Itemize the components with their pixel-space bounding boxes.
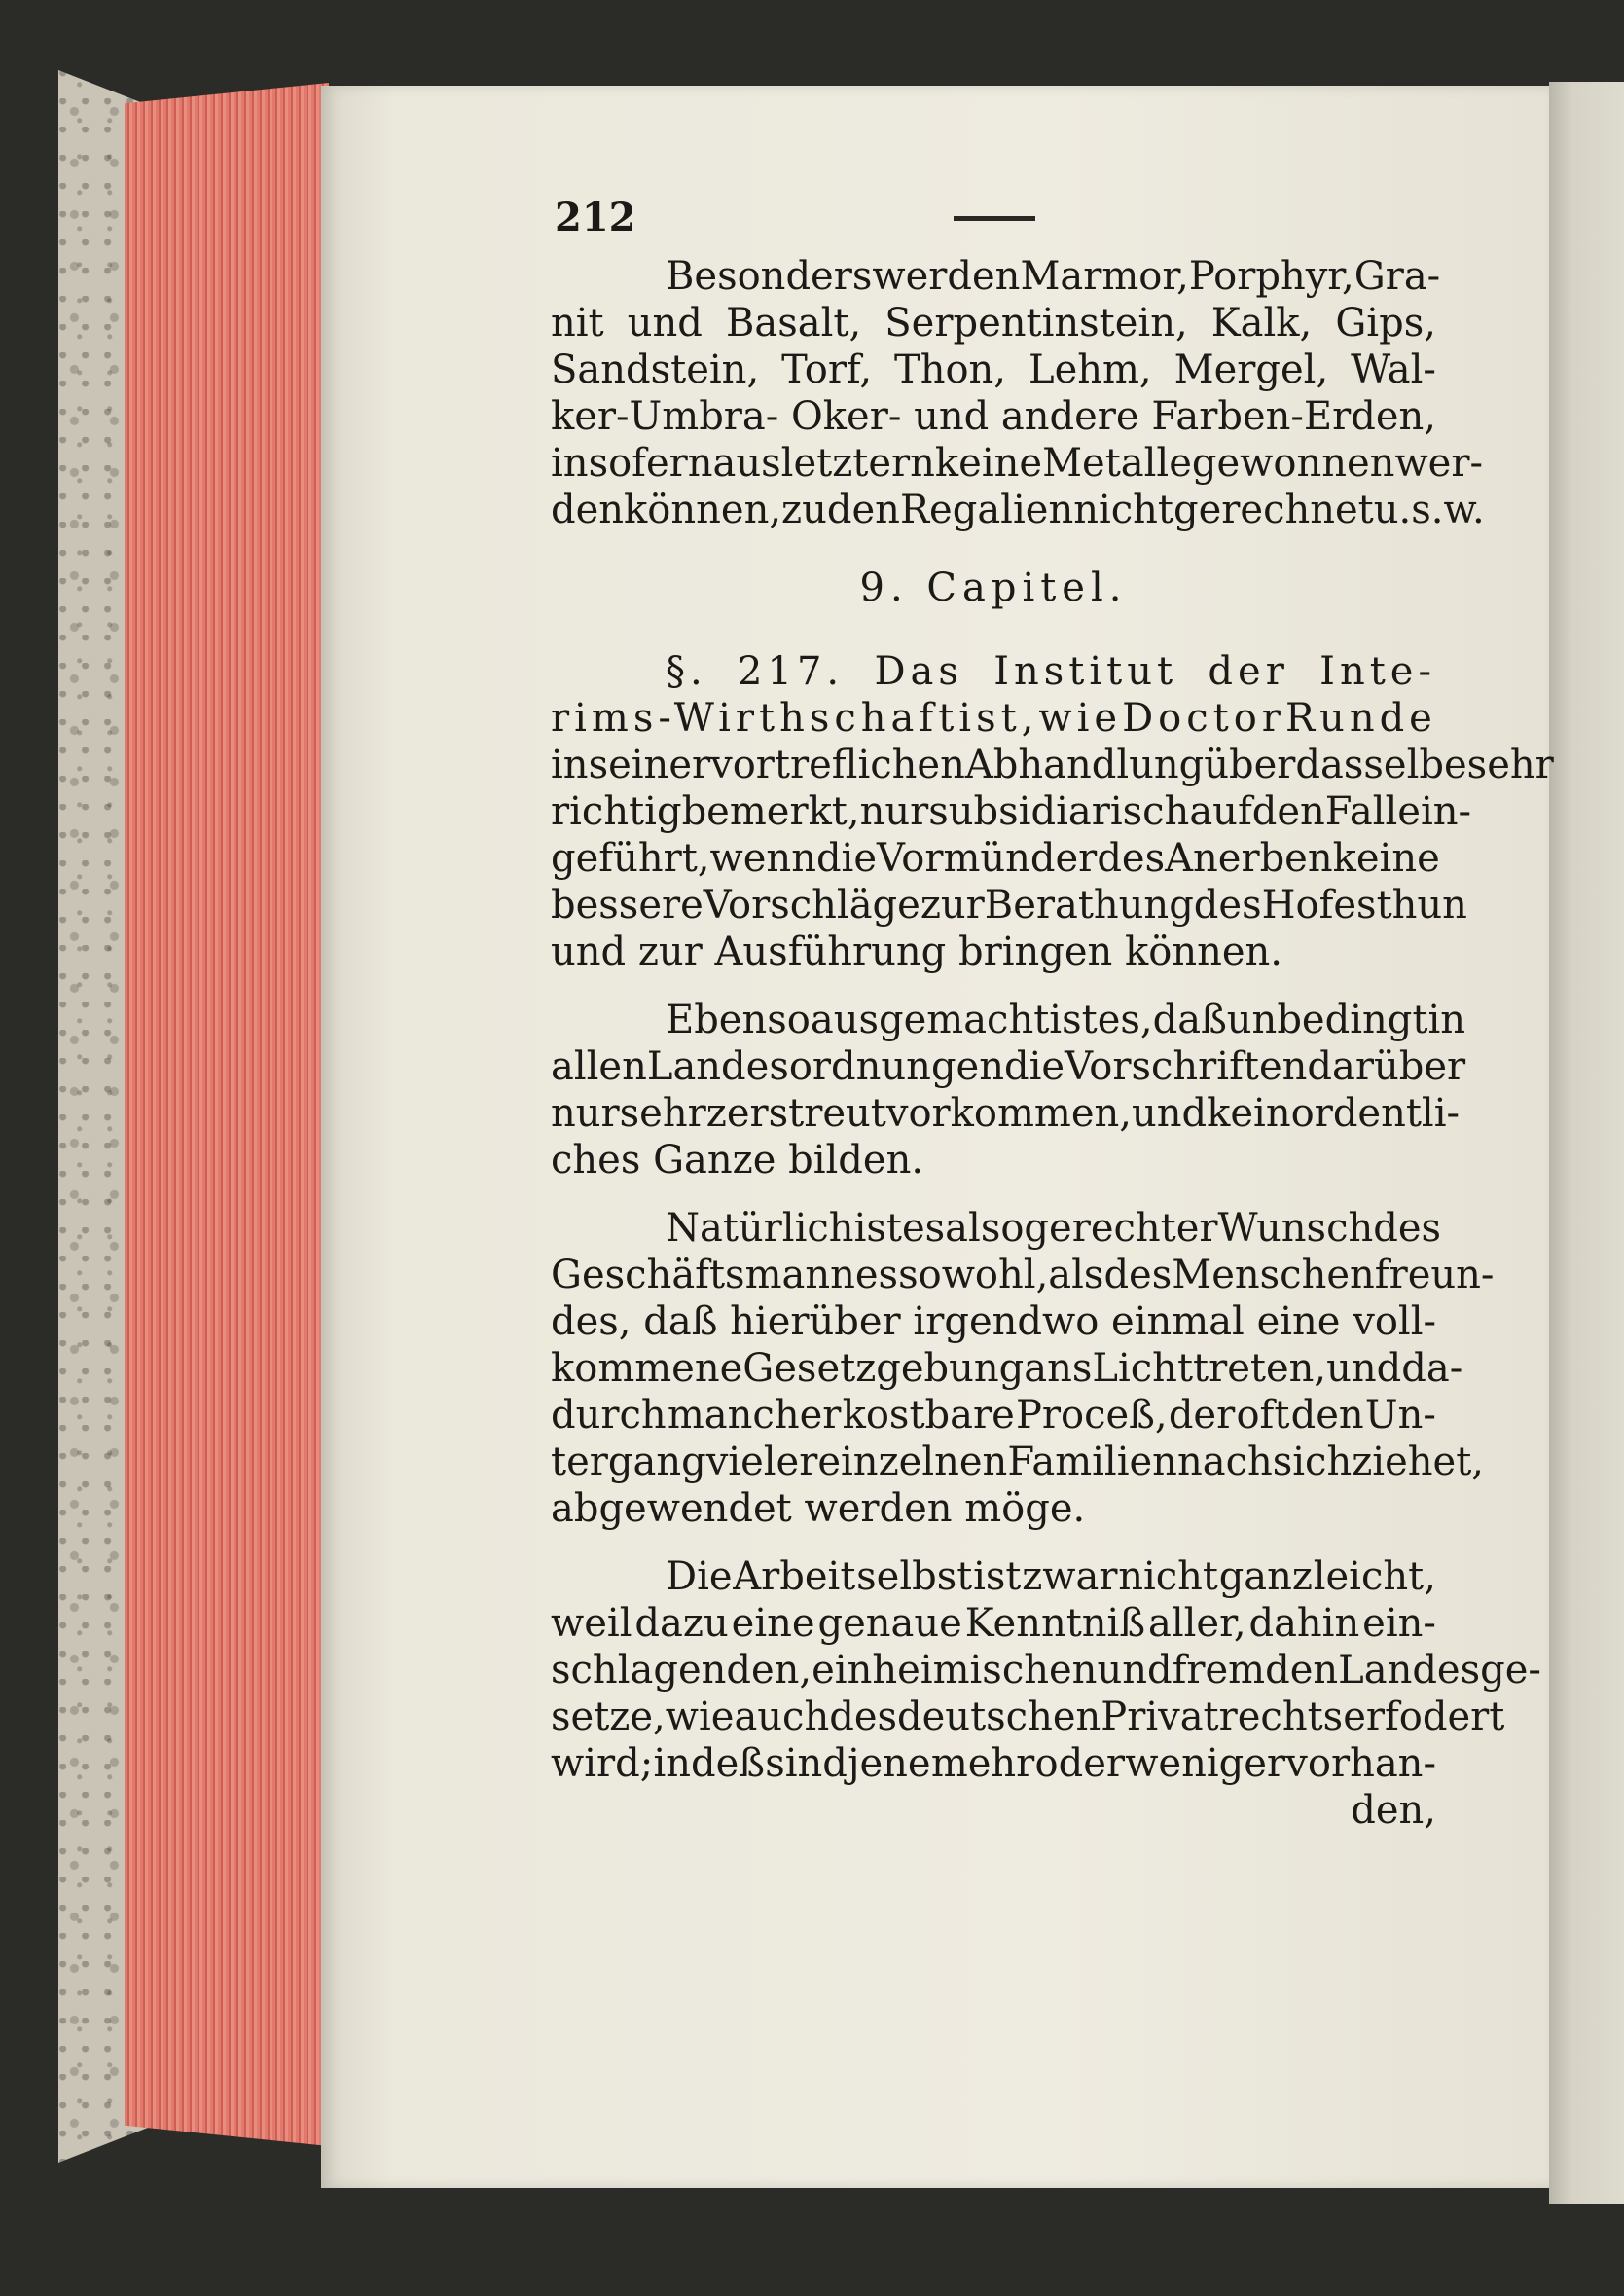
- word: Sandstein,: [551, 347, 760, 392]
- word: sofern: [588, 441, 713, 486]
- word: nit: [551, 301, 604, 346]
- word: voll-: [1353, 1299, 1436, 1344]
- word: nach: [1176, 1440, 1273, 1484]
- paragraph-3: [551, 997, 1466, 1184]
- word: vorkommen,: [885, 1091, 1132, 1136]
- word: Inte-: [1319, 649, 1436, 694]
- word: Oker-: [791, 394, 902, 439]
- word: irgendwo: [913, 1299, 1100, 1344]
- catchword: den,: [1351, 1788, 1436, 1833]
- word: darüber: [1307, 1044, 1466, 1089]
- word: Anerben: [1165, 836, 1333, 881]
- word: da-: [1401, 1346, 1463, 1391]
- word: kommene: [551, 1346, 743, 1391]
- word: Licht: [1092, 1346, 1194, 1391]
- facing-page-edge: [1549, 82, 1624, 2204]
- word: daß: [643, 1299, 718, 1344]
- word: sich: [1272, 1440, 1353, 1484]
- word: Regalien: [899, 488, 1074, 532]
- word: mehr: [930, 1741, 1035, 1786]
- text-line: [551, 997, 1465, 1043]
- word: gerechter: [1024, 1206, 1218, 1251]
- word: Proceß,: [1015, 1393, 1168, 1438]
- word: indeß: [653, 1741, 765, 1786]
- word: Familien: [1007, 1440, 1177, 1484]
- word: selbst: [856, 1554, 973, 1599]
- word: Abhandlung: [964, 743, 1205, 787]
- word: aller,: [1148, 1601, 1246, 1646]
- word: Fall: [1324, 789, 1398, 834]
- word: andere: [1000, 394, 1139, 439]
- word: Torf,: [781, 347, 873, 392]
- word: Landesge-: [1338, 1648, 1541, 1693]
- chapter-heading: 9. Capitel.: [859, 565, 1128, 610]
- word: jene: [848, 1741, 931, 1786]
- word: und: [627, 301, 703, 346]
- word: oft: [1236, 1393, 1290, 1438]
- word: und: [1097, 1648, 1173, 1693]
- word: Gra-: [1353, 254, 1441, 299]
- word: zu: [781, 488, 827, 532]
- word: nur: [859, 789, 929, 834]
- word: es,: [1097, 998, 1153, 1042]
- word: können,: [624, 488, 782, 532]
- text-line: [551, 1485, 1436, 1532]
- word: des: [1097, 836, 1166, 881]
- word: daß: [1152, 998, 1227, 1042]
- word: vieler: [705, 1440, 818, 1484]
- text-line: [551, 253, 1441, 300]
- text-line: [551, 882, 1467, 929]
- word: letztern: [780, 441, 935, 486]
- word: Mergel,: [1173, 347, 1329, 392]
- text-line: [551, 1252, 1495, 1298]
- word: Berathung: [984, 883, 1194, 928]
- word: weniger: [1125, 1741, 1286, 1786]
- word: thun: [1376, 883, 1467, 928]
- word: ist: [1049, 998, 1098, 1042]
- word: in: [551, 441, 589, 486]
- text-line: [551, 1647, 1541, 1694]
- word: ist: [853, 1206, 902, 1251]
- text-line: [551, 742, 1554, 788]
- word: den: [826, 488, 900, 532]
- word: oder: [1034, 1741, 1125, 1786]
- word: dasselbe: [1295, 743, 1467, 787]
- word: Geschäftsmannes: [551, 1253, 899, 1297]
- word: Thon,: [894, 347, 1007, 392]
- word: über: [1204, 743, 1296, 787]
- text-line: [551, 1090, 1461, 1137]
- word: Privatrechts: [1101, 1695, 1344, 1739]
- word: in: [551, 743, 589, 787]
- word: abgewendet werden möge.: [551, 1486, 1086, 1531]
- word: zerstreut: [705, 1091, 886, 1136]
- word: und: [914, 394, 990, 439]
- paragraph-1: [551, 253, 1485, 533]
- word: setze,: [551, 1695, 666, 1739]
- text-line: [551, 1392, 1436, 1439]
- word: kostbare: [842, 1393, 1015, 1438]
- word: leicht,: [1313, 1554, 1436, 1599]
- text-line: [551, 440, 1483, 487]
- word: den: [1290, 1393, 1364, 1438]
- word: Vorschriften: [1065, 1044, 1308, 1089]
- word: Das: [874, 649, 963, 694]
- word: auch: [734, 1695, 830, 1739]
- word: seiner: [588, 743, 711, 787]
- text-line: [551, 1740, 1436, 1787]
- text-line: [551, 1600, 1436, 1647]
- word: kein: [1207, 1091, 1291, 1136]
- word: den: [551, 488, 625, 532]
- word: ausgemacht: [810, 998, 1050, 1042]
- word: richtig: [551, 789, 682, 834]
- word: Un-: [1364, 1393, 1436, 1438]
- word: es: [901, 1206, 946, 1251]
- word: genaue: [817, 1601, 962, 1646]
- text-line: [551, 487, 1485, 533]
- word: Gips,: [1335, 301, 1436, 346]
- word: schlagenden,: [551, 1648, 812, 1693]
- word: deutschen: [897, 1695, 1101, 1739]
- word: Basalt,: [725, 301, 862, 346]
- word: geführt,: [551, 836, 710, 881]
- word: sind: [765, 1741, 848, 1786]
- text-line: [551, 1345, 1463, 1392]
- word: einzelnen: [817, 1440, 1008, 1484]
- paragraph-5: [551, 1553, 1541, 1787]
- word: Natürlich: [666, 1206, 854, 1251]
- word: Farben-Erden,: [1151, 394, 1436, 439]
- head-rule: [954, 216, 1035, 221]
- text-line: [551, 1553, 1436, 1600]
- word: bessere: [551, 883, 704, 928]
- word: zwar: [1022, 1554, 1118, 1599]
- word: erfodert: [1343, 1695, 1505, 1739]
- text-line: [551, 393, 1436, 440]
- word: eine: [1256, 1299, 1341, 1344]
- word: die: [815, 836, 878, 881]
- word: ein-: [1362, 1601, 1436, 1646]
- word: nur: [551, 1091, 620, 1136]
- word: Wunsch: [1217, 1206, 1374, 1251]
- word: in: [1427, 998, 1465, 1042]
- word: ganz: [1218, 1554, 1313, 1599]
- text-line: [551, 788, 1472, 835]
- word: also: [945, 1206, 1025, 1251]
- word: rims-Wirthschaft: [551, 696, 959, 741]
- text-line: [551, 1043, 1466, 1090]
- word: und: [1326, 1346, 1402, 1391]
- text-line: [551, 695, 1436, 742]
- word: tergang: [551, 1440, 706, 1484]
- word: zur: [920, 883, 985, 928]
- word: allen: [551, 1044, 647, 1089]
- text-line: [551, 929, 1436, 975]
- word: gerechnet: [1173, 488, 1374, 532]
- word: nicht: [1073, 488, 1173, 532]
- word: Runde: [1284, 696, 1437, 741]
- word: sehr: [619, 1091, 706, 1136]
- word: Kenntniß: [964, 1601, 1146, 1646]
- word: ches Ganze bilden.: [551, 1138, 924, 1183]
- word: eine: [731, 1601, 815, 1646]
- word: ker-Umbra-: [551, 394, 779, 439]
- word: des,: [551, 1299, 632, 1344]
- text-line: [551, 1298, 1436, 1345]
- text-line: [551, 1137, 1436, 1184]
- text-line: [551, 1205, 1442, 1252]
- word: und zur Ausführung bringen können.: [551, 929, 1283, 974]
- word: aus: [712, 441, 781, 486]
- word: sehr: [1466, 743, 1554, 787]
- word: keine: [1332, 836, 1440, 881]
- word: dahin: [1248, 1601, 1360, 1646]
- word: als: [1048, 1253, 1104, 1297]
- word: den: [1251, 789, 1325, 834]
- word: wie: [665, 1695, 735, 1739]
- word: ist,: [958, 696, 1039, 741]
- word: ist: [973, 1554, 1022, 1599]
- word: Gesetzgebung: [742, 1346, 1025, 1391]
- word: wohl,: [941, 1253, 1049, 1297]
- running-head: [551, 195, 1436, 253]
- text-line: [551, 835, 1440, 882]
- text-line: [551, 1439, 1484, 1485]
- paragraph-4: [551, 1205, 1495, 1532]
- paragraph-2: [551, 648, 1554, 975]
- word: gewonnen: [1191, 441, 1395, 486]
- word: auf: [1189, 789, 1252, 834]
- word: wie: [1038, 696, 1123, 741]
- word: Metalle: [1042, 441, 1192, 486]
- word: des: [829, 1695, 898, 1739]
- word: unbedingt: [1226, 998, 1428, 1042]
- word: Eben: [666, 998, 768, 1042]
- word: Vorschläge: [703, 883, 920, 928]
- word: ordentli-: [1290, 1091, 1461, 1136]
- word: dazu: [634, 1601, 729, 1646]
- word: des: [1103, 1253, 1173, 1297]
- word: Doctor: [1122, 696, 1285, 741]
- word: nicht: [1118, 1554, 1218, 1599]
- word: Menschenfreun-: [1172, 1253, 1495, 1297]
- word: einmal: [1111, 1299, 1245, 1344]
- word: des: [1193, 883, 1262, 928]
- word: weil: [551, 1601, 632, 1646]
- text-line: [551, 346, 1436, 393]
- word: vortreflichen: [710, 743, 965, 787]
- word: keine: [934, 441, 1043, 486]
- page-number: 212: [555, 195, 636, 240]
- word: mancher: [667, 1393, 842, 1438]
- word: Kalk,: [1210, 301, 1313, 346]
- word: §.: [666, 649, 707, 694]
- word: bemerkt,: [681, 789, 860, 834]
- word: der: [1208, 649, 1289, 694]
- word: Vormünder: [877, 836, 1098, 881]
- word: 217.: [738, 649, 845, 694]
- text-line: [551, 300, 1436, 346]
- word: u.: [1373, 488, 1412, 532]
- word: und: [1132, 1091, 1208, 1136]
- word: Marmor,: [1020, 254, 1189, 299]
- word: der: [1168, 1393, 1236, 1438]
- word: s.: [1411, 488, 1444, 532]
- text-line: [551, 648, 1436, 695]
- word: einheimischen: [812, 1648, 1098, 1693]
- word: ein-: [1397, 789, 1472, 834]
- word: Porphyr,: [1188, 254, 1354, 299]
- word: vorhan-: [1285, 1741, 1436, 1786]
- word: ans: [1024, 1346, 1093, 1391]
- word: des: [1373, 1206, 1442, 1251]
- word: Besonders: [666, 254, 873, 299]
- word: so: [898, 1253, 942, 1297]
- word: subsidiarisch: [928, 789, 1190, 834]
- word: wird;: [551, 1741, 654, 1786]
- word: durch: [551, 1393, 667, 1438]
- word: fremden: [1172, 1648, 1339, 1693]
- word: Serpentinstein,: [884, 301, 1188, 346]
- word: hierüber: [730, 1299, 901, 1344]
- word: Landesordnungen: [646, 1044, 1004, 1089]
- word: so: [767, 998, 811, 1042]
- word: wenn: [709, 836, 816, 881]
- word: treten,: [1193, 1346, 1327, 1391]
- word: die: [1003, 1044, 1065, 1089]
- word: ziehet,: [1352, 1440, 1484, 1484]
- word: Institut: [993, 649, 1178, 694]
- word: w.: [1443, 488, 1485, 532]
- word: wer-: [1394, 441, 1483, 486]
- word: Wal-: [1351, 347, 1436, 392]
- word: Arbeit: [733, 1554, 856, 1599]
- word: Die: [666, 1554, 733, 1599]
- page-text: [551, 195, 1554, 1834]
- word: werden: [872, 254, 1021, 299]
- red-page-edges: [125, 83, 329, 2146]
- word: Hofes: [1261, 883, 1377, 928]
- word: Lehm,: [1029, 347, 1152, 392]
- text-line: [551, 1694, 1505, 1740]
